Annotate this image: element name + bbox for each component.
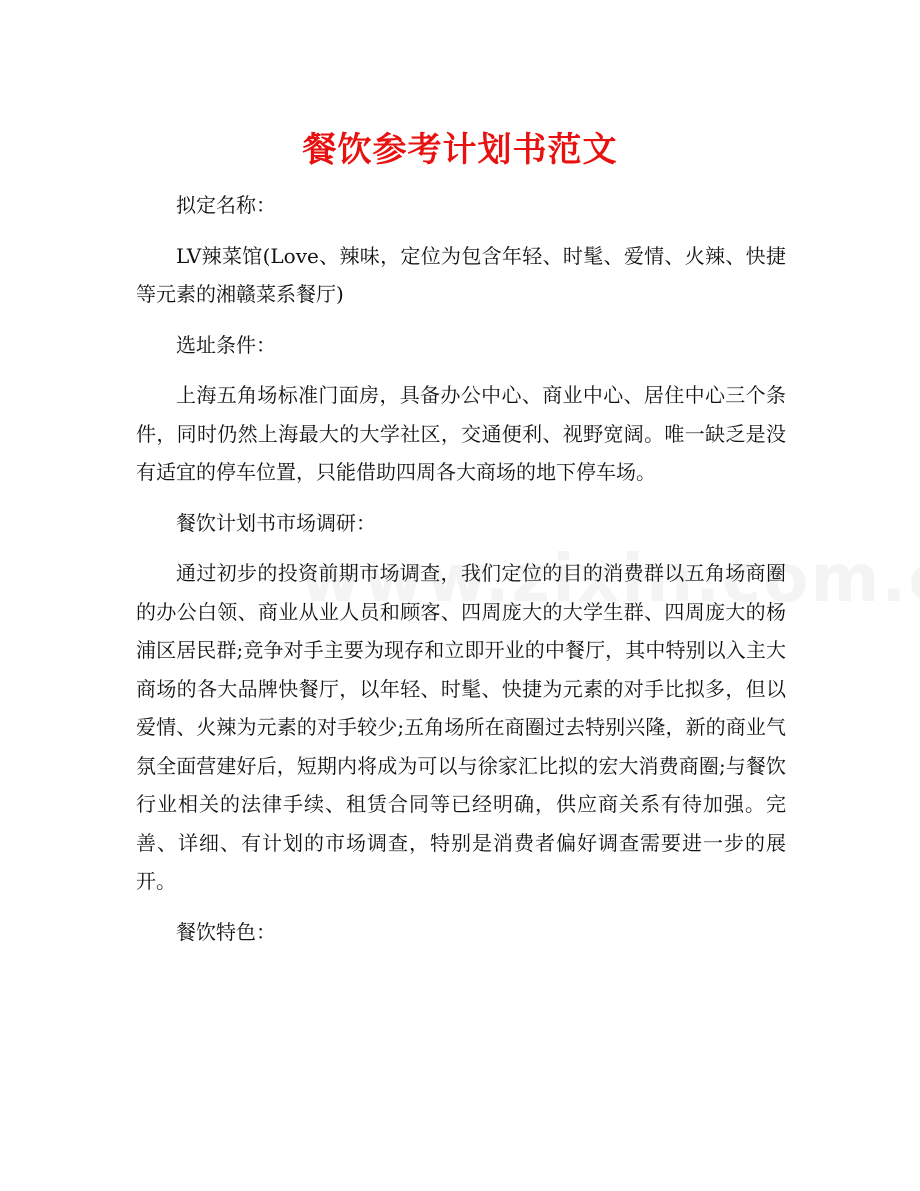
document-body xyxy=(136,186,786,951)
section-heading-market-research: 餐饮计划书市场调研： xyxy=(176,510,376,535)
paragraph-market-research: 通过初步的投资前期市场调查，我们定位的目的消费群以五角场商圈的办公白领、商业从业人员和顾客、四周庞大的大学生群、四周庞大的杨浦区居民群;竞争对手主要为现存和立即开业的中餐厅，其中特别以入主大商场的各大品牌快餐厅，以年轻、时髦、快捷为元素的对手比拟多，但以爱情、火辣为元素的对手较少;五角场所在商圈过去特别兴隆，新的商业气氛全面营建好后，短期内将成为可以与徐家汇比拟的宏大消费商圈;与餐饮行业相关的法律手续、租赁合同等已经明确，供应商关系有待加强。完善、详细、有计划的市场调查，特别是消费者偏好调查需要进一步的展开。 xyxy=(136,561,786,893)
paragraph-name: LV辣菜馆(Love、辣味，定位为包含年轻、时髦、爱情、火辣、快捷等元素的湘赣菜系餐厅) xyxy=(136,243,786,306)
document-title: 餐饮参考计划书范文 xyxy=(302,130,618,170)
section-heading-name: 拟定名称： xyxy=(176,193,276,217)
section-heading-location: 选址条件： xyxy=(176,332,276,357)
section-heading-features: 餐饮特色： xyxy=(176,919,276,944)
paragraph-location: 上海五角场标准门面房，具备办公中心、商业中心、居住中心三个条件，同时仍然上海最大的大学社区，交通便利、视野宽阔。唯一缺乏是没有适宜的停车位置，只能借助四周各大商场的地下停车场。 xyxy=(136,383,786,484)
